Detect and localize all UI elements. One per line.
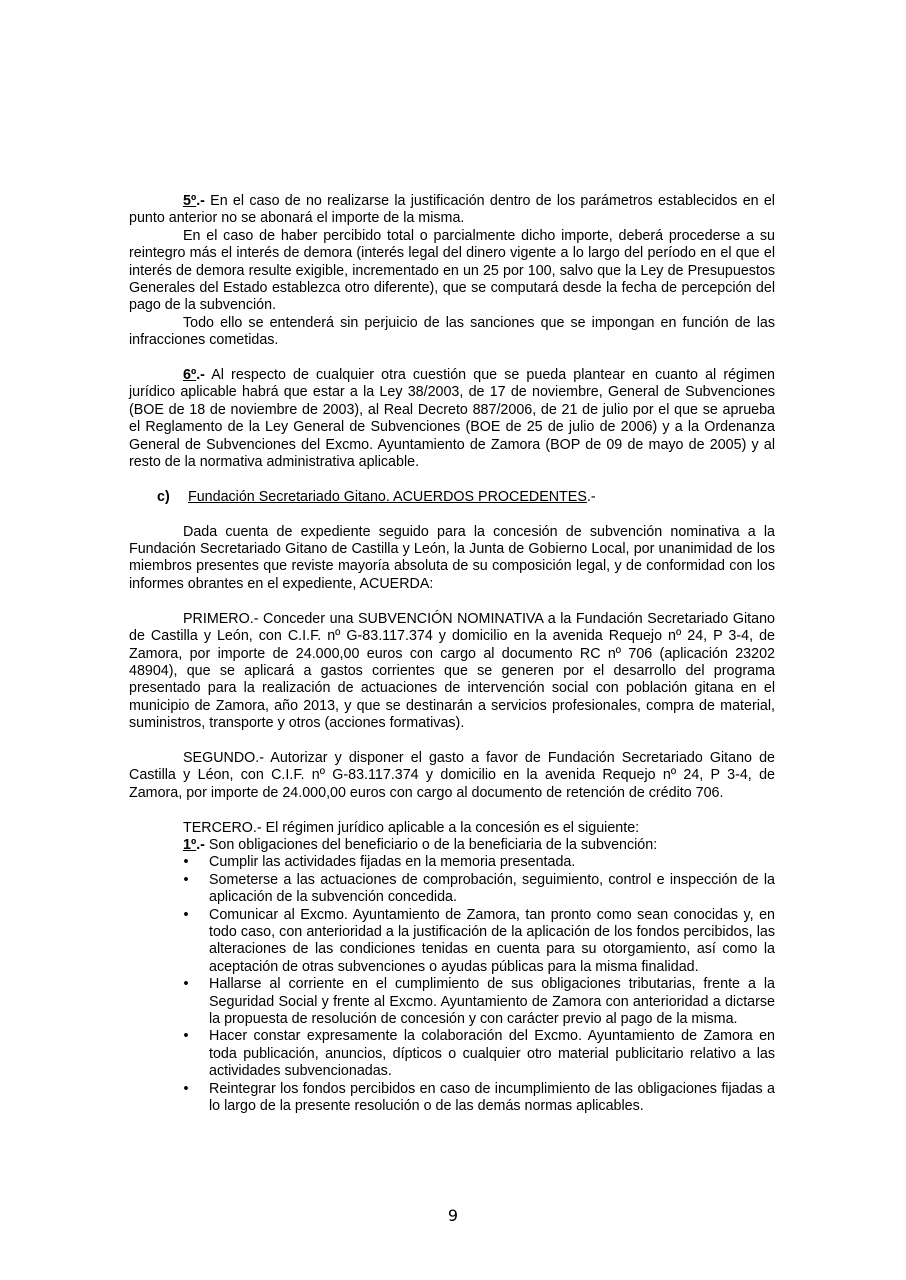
list-item-text: Comunicar al Excmo. Ayuntamiento de Zamora, tan pronto como sean conocidas y, en todo caso, con anterioridad a la justificación de la aplicación de los fondos percibidos, las alteraciones de las condiciones tenidas en cuenta para su otorgamiento, así como la aceptación de otras subvenciones o ayudas públicas para la misma finalidad. xyxy=(209,906,775,975)
section-title: Fundación Secretariado Gitano. ACUERDOS PROCEDENTES xyxy=(187,488,587,505)
paragraph-6 xyxy=(129,367,775,471)
paragraph-5 xyxy=(129,193,775,228)
bullet-icon: • xyxy=(183,854,189,871)
bullet-icon: • xyxy=(183,871,189,888)
clause-6-text: Al respecto de cualquier otra cuestión que se pueda plantear en cuanto al régimen jurídico aplicable habrá que estar a la Ley 38/2003, de 17 de noviembre, General de Subvenciones (BOE de 18 de noviembre de 2003), al Real Decreto 887/2006, de 21 de julio por el que se aprueba el Reglamento de la Ley General de Subvenciones (BOE de 25 de julio de 2006) y a la Ordenanza General de Subvenciones del Excmo. Ayuntamiento de Zamora (BOP de 09 de mayo de 2005) y al resto de la normativa administrativa aplicable. xyxy=(129,367,775,471)
list-item-text: Reintegrar los fondos percibidos en caso de incumplimiento de las obligaciones fijadas a lo largo de la presente resolución o de las demás normas aplicables. xyxy=(209,1080,775,1115)
intro-paragraph: Dada cuenta de expediente seguido para la concesión de subvención nominativa a la Fundación Secretariado Gitano de Castilla y León, la Junta de Gobierno Local, por unanimidad de los miembros presentes que reviste mayoría absoluta de su composición legal, y de conformidad con los informes obrantes en el expediente, ACUERDA: xyxy=(129,523,775,592)
sub-clause-text: Son obligaciones del beneficiario o de la beneficiaria de la subvención: xyxy=(204,836,658,853)
list-item-text: Cumplir las actividades fijadas en la memoria presentada. xyxy=(209,854,576,871)
sub-clause-number: 1º xyxy=(183,836,197,853)
list-item xyxy=(181,976,775,1028)
obligations-heading xyxy=(183,837,775,854)
paragraph-5-sanciones: Todo ello se entenderá sin perjuicio de las sanciones que se impongan en función de las infracciones cometidas. xyxy=(129,314,775,349)
clause-number-5: 5º xyxy=(183,193,197,209)
list-item-text: Someterse a las actuaciones de comprobación, seguimiento, control e inspección de la aplicación de la subvención concedida. xyxy=(209,871,775,906)
list-item xyxy=(181,1081,775,1116)
primero-paragraph: PRIMERO.- Conceder una SUBVENCIÓN NOMINATIVA a la Fundación Secretariado Gitano de Castilla y León, con C.I.F. nº G-83.117.374 y domicilio en la avenida Requejo nº 24, P 3-4, de Zamora, por importe de 24.000,00 euros con cargo al documento RC nº 706 (aplicación 23202 48904), que se aplicará a gastos corrientes que se generen por el desarrollo del programa presentado para la realización de actuaciones de intervención social con población gitana en el municipio de Zamora, año 2013, y que se destinarán a servicios profesionales, compra de material, suministros, transporte y otros (acciones formativas). xyxy=(129,610,775,732)
obligations-list xyxy=(183,854,775,1115)
tercero-block xyxy=(129,820,775,1116)
list-item xyxy=(181,907,775,977)
list-item-text: Hallarse al corriente en el cumplimiento de sus obligaciones tributarias, frente a la Seguridad Social y frente al Excmo. Ayuntamiento de Zamora con anterioridad a dictarse la propuesta de resolución de concesión y con carácter previo al pago de la misma. xyxy=(209,976,775,1027)
bullet-icon: • xyxy=(183,1028,189,1045)
tercero-heading: TERCERO.- El régimen jurídico aplicable a la concesión es el siguiente: xyxy=(183,819,640,836)
document-body xyxy=(129,193,775,1115)
list-item xyxy=(181,872,775,907)
section-label: c) xyxy=(157,488,170,505)
sub-clause-separator: .- xyxy=(196,836,205,853)
segundo-paragraph: SEGUNDO.- Autorizar y disponer el gasto a favor de Fundación Secretariado Gitano de Castilla y Léon, con C.I.F. nº G-83.117.374 y domicilio en la avenida Requejo nº 24, P 3-4, de Zamora, por importe de 24.000,00 euros con cargo al documento de retención de crédito 706. xyxy=(129,749,775,801)
section-suffix: .- xyxy=(586,488,596,505)
clause-number-6: 6º xyxy=(183,367,197,384)
clause-separator: .- xyxy=(196,193,205,209)
page-number: 9 xyxy=(447,1206,459,1225)
list-item-text: Hacer constar expresamente la colaboración del Excmo. Ayuntamiento de Zamora en toda publicación, anuncios, dípticos o cualquier otro material publicitario relativo a las actividades subvencionadas. xyxy=(209,1028,775,1080)
bullet-icon: • xyxy=(183,976,189,993)
list-item xyxy=(181,854,775,871)
clause-separator: .- xyxy=(196,367,205,384)
list-item xyxy=(181,1028,775,1080)
paragraph-5-reintegro: En el caso de haber percibido total o parcialmente dicho importe, deberá procederse a su reintegro más el interés de demora (interés legal del dinero vigente a lo largo del período en el que el interés de demora resulte exigible, incrementado en un 25 por 100, salvo que la Ley de Presupuestos Generales del Estado establezca otro diferente), que se computará desde la fecha de percepción del pago de la subvención. xyxy=(129,227,775,314)
bullet-icon: • xyxy=(183,1080,189,1097)
bullet-icon: • xyxy=(183,906,189,923)
clause-5-text: En el caso de no realizarse la justificación dentro de los parámetros establecidos en el punto anterior no se abonará el importe de la misma. xyxy=(129,193,775,227)
section-c-heading xyxy=(129,489,775,506)
